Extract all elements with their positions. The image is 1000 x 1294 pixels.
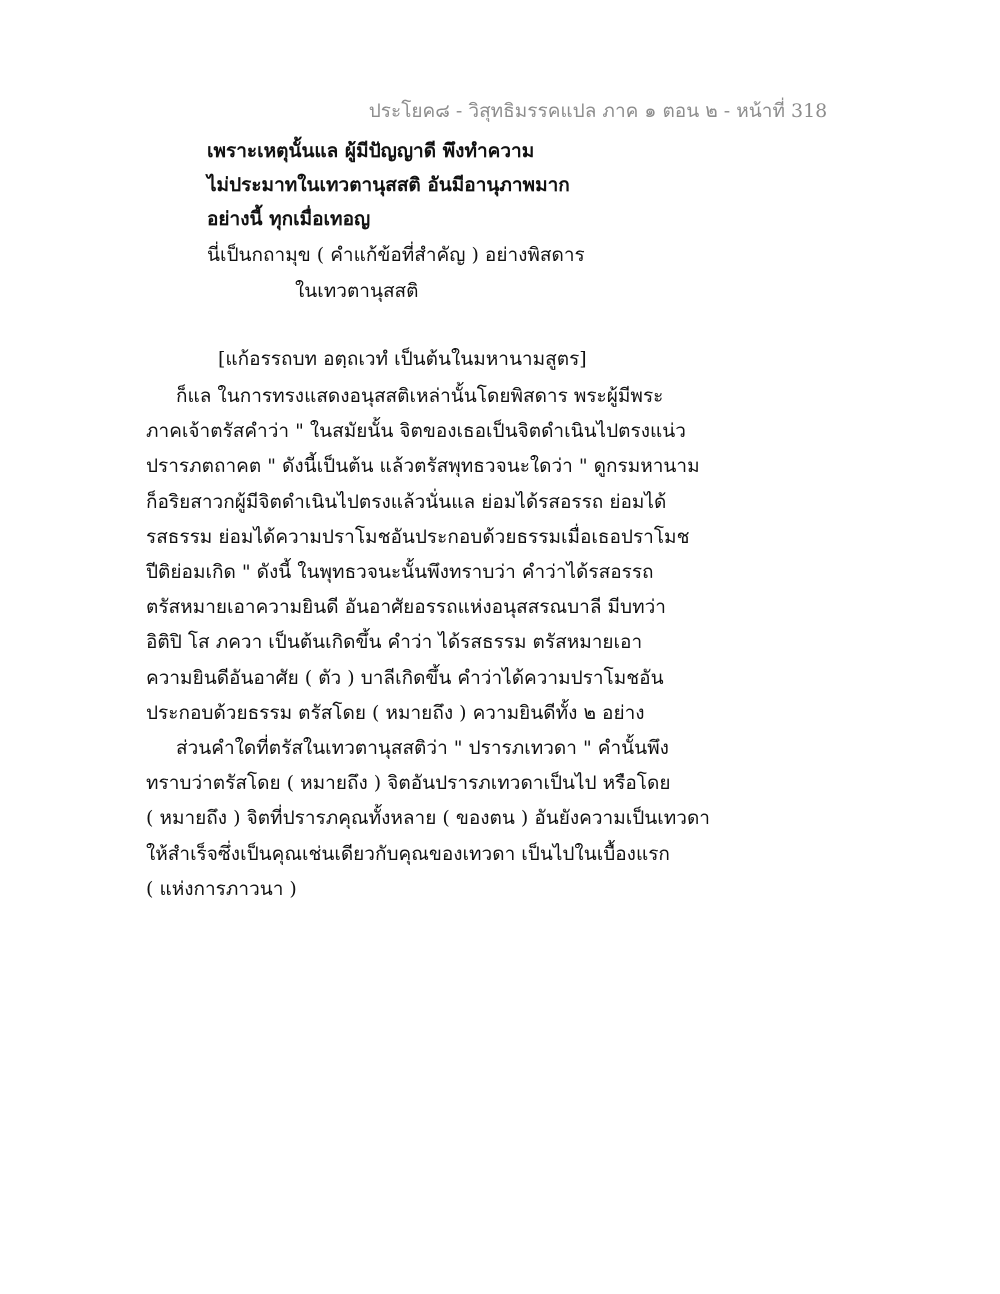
running-title: ประโยค๘ - วิสุทธิมรรคแปล ภาค ๑ ตอน ๒ - หน้าที่ 318	[368, 100, 828, 122]
body-line: ส่วนคำใดที่ตรัสในเทวตานุสสติว่า " ปรารภเทวดา " คำนั้นพึง	[176, 737, 669, 760]
verse-block	[207, 134, 570, 236]
closing-note	[207, 237, 585, 309]
body-line: ภาคเจ้าตรัสคำว่า " ในสมัยนั้น จิตของเธอเป็นจิตดำเนินไปตรงแน่ว	[146, 420, 686, 443]
running-header	[0, 96, 1000, 126]
body-line: ทราบว่าตรัสโดย ( หมายถึง ) จิตอันปรารภเทวดาเป็นไป หรือโดย	[146, 772, 671, 795]
body-line: ( แห่งการภาวนา )	[146, 877, 297, 900]
verse-line: เพราะเหตุนั้นแล ผู้มีปัญญาดี พึงทำความ	[207, 140, 535, 162]
body-line: ประกอบด้วยธรรม ตรัสโดย ( หมายถึง ) ความยินดีทั้ง ๒ อย่าง	[146, 701, 645, 724]
body-line: ปีติย่อมเกิด " ดังนี้ ในพุทธวจนะนั้นพึงทราบว่า คำว่าได้รสอรรถ	[146, 561, 654, 584]
body-line: ก็อริยสาวกผู้มีจิตดำเนินไปตรงแล้วนั่นแล ย่อมได้รสอรรถ ย่อมได้	[146, 490, 667, 513]
body-paragraphs	[146, 379, 710, 907]
body-line: อิติปิ โส ภควา เป็นต้นเกิดขึ้น คำว่า ได้รสธรรม ตรัสหมายเอา	[146, 631, 643, 654]
verse-line: ไม่ประมาทในเทวตานุสสติ อันมีอานุภาพมาก	[207, 174, 570, 196]
body-line: รสธรรม ย่อมได้ความปราโมชอันประกอบด้วยธรรมเมื่อเธอปราโมช	[146, 525, 690, 548]
verse-line: อย่างนี้ ทุกเมื่อเทอญ	[207, 208, 371, 230]
body-line: ให้สำเร็จซึ่งเป็นคุณเช่นเดียวกับคุณของเทวดา เป็นไปในเบื้องแรก	[146, 842, 670, 865]
body-line: ก็แล ในการทรงแสดงอนุสสติเหล่านั้นโดยพิสดาร พระผู้มีพระ	[176, 385, 664, 407]
section-heading: [แก้อรรถบท อตฺถเวทํ เป็นต้นในมหานามสูตร]	[218, 348, 587, 370]
note-line: นี่เป็นกถามุข ( คำแก้ข้อที่สำคัญ ) อย่างพิสดาร	[207, 244, 585, 266]
body-line: ปรารภตถาคต " ดังนี้เป็นต้น แล้วตรัสพุทธวจนะใดว่า " ดูกรมหานาม	[146, 455, 700, 478]
body-line: ตรัสหมายเอาความยินดี อันอาศัยอรรถแห่งอนุสสรณบาลี มีบทว่า	[146, 596, 666, 619]
body-line: ( หมายถึง ) จิตที่ปรารภคุณทั้งหลาย ( ของตน ) อันยังความเป็นเทวดา	[146, 807, 710, 830]
body-line: ความยินดีอันอาศัย ( ตัว ) บาลีเกิดขึ้น คำว่าได้ความปราโมชอัน	[146, 666, 664, 689]
note-line: ในเทวตานุสสติ	[295, 280, 419, 302]
